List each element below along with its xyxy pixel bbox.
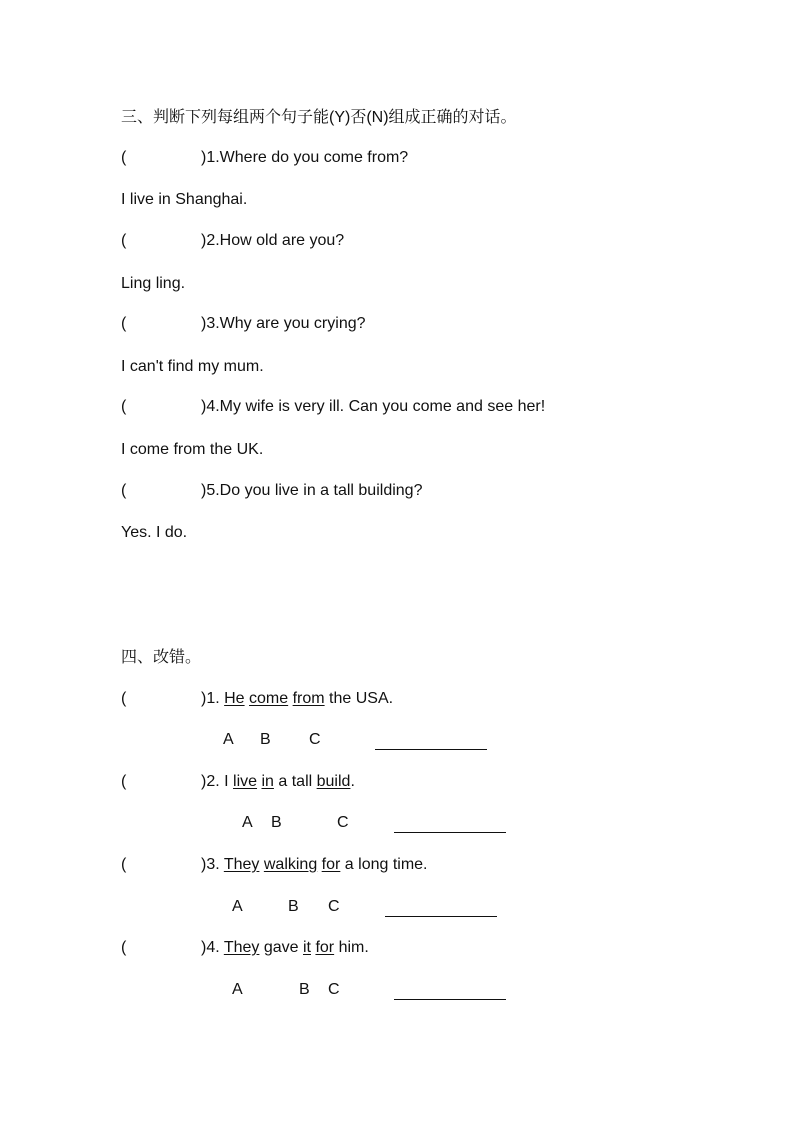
sentence [201,856,428,874]
option-letter-a: A [242,814,253,831]
underlined-word: for [321,856,341,873]
answer-bracket[interactable]: ( [121,315,127,332]
sentence [201,939,369,957]
correction-blank[interactable] [394,998,506,1000]
answer-bracket[interactable]: ( [121,856,127,873]
underlined-word: come [249,690,289,707]
question-text: )4.My wife is very ill. Can you come and see her! [201,398,546,415]
underlined-word: it [303,939,311,956]
option-letter-b: B [260,731,271,748]
answer-bracket[interactable]: ( [121,773,127,790]
answer-bracket[interactable]: ( [121,690,127,707]
option-letter-b: B [299,981,310,998]
question-text: )3.Why are you crying? [201,315,366,332]
option-letter-a: A [232,898,243,915]
sentence [201,690,393,708]
sentence-part: a long time. [340,856,428,873]
response-text: I come from the UK. [121,441,264,458]
correction-blank[interactable] [394,831,506,833]
underlined-word: They [223,856,260,873]
underlined-word: He [224,690,245,707]
option-letter-b: B [271,814,282,831]
response-text: Ling ling. [121,275,186,292]
underlined-word: build [316,773,351,790]
option-letter-b: B [288,898,299,915]
section4-title: 四、改错。 [121,649,202,666]
sentence-part: )2. I [201,773,234,790]
sentence [201,773,355,791]
response-text: Yes. I do. [121,524,188,541]
underlined-word: They [223,939,260,956]
question-text: )1.Where do you come from? [201,149,409,166]
sentence-part: a tall [273,773,317,790]
answer-bracket[interactable]: ( [121,939,127,956]
underlined-word: walking [263,856,318,873]
sentence-part: him. [334,939,369,956]
response-text: I live in Shanghai. [121,191,248,208]
underlined-word: live [233,773,258,790]
option-letter-c: C [309,731,321,748]
underlined-word: in [261,773,274,790]
answer-bracket[interactable]: ( [121,149,127,166]
correction-blank[interactable] [375,748,487,750]
correction-blank[interactable] [385,915,497,917]
sentence-part: gave [259,939,303,956]
question-text: )5.Do you live in a tall building? [201,482,423,499]
underlined-word: from [292,690,325,707]
option-letter-c: C [337,814,349,831]
answer-bracket[interactable]: ( [121,398,127,415]
answer-bracket[interactable]: ( [121,232,127,249]
response-text: I can't find my mum. [121,358,264,375]
sentence-part: the USA. [324,690,394,707]
option-letter-c: C [328,981,340,998]
question-text: )2.How old are you? [201,232,345,249]
underlined-word: for [315,939,335,956]
answer-bracket[interactable]: ( [121,482,127,499]
sentence-part: )1. [201,690,225,707]
option-letter-a: A [232,981,243,998]
option-letter-c: C [328,898,340,915]
sentence-part: )4. [201,939,224,956]
option-letter-a: A [223,731,234,748]
sentence-part: . [350,773,355,790]
section3-title: 三、判断下列每组两个句子能(Y)否(N)组成正确的对话。 [121,109,517,126]
sentence-part: )3. [201,856,224,873]
